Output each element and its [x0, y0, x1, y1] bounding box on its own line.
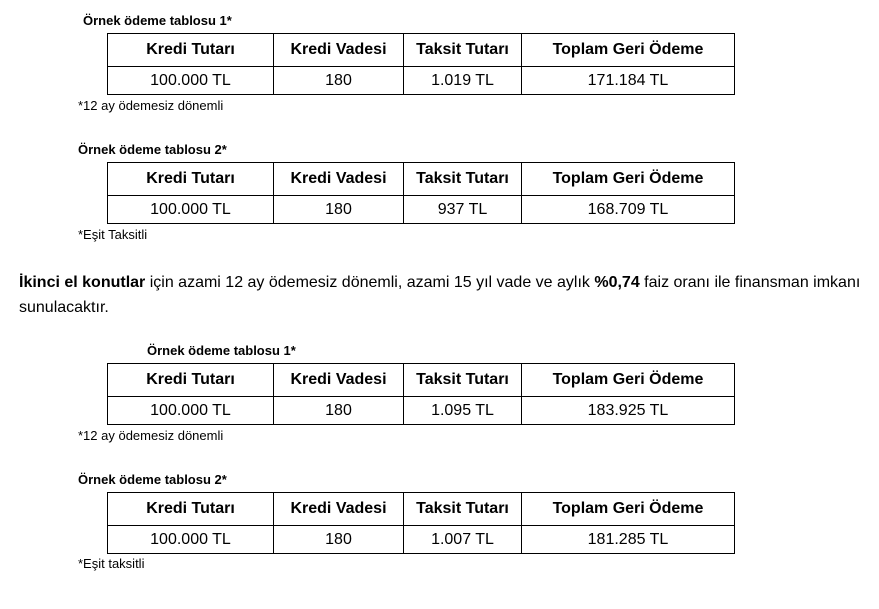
cell-taksit-tutari: 1.019 TL	[404, 67, 522, 95]
header-kredi-tutari: Kredi Tutarı	[108, 364, 274, 397]
paragraph-text-end: faiz oranı ile finansman imkanı sunulacaktır.	[19, 274, 861, 316]
cell-taksit-tutari: 937 TL	[404, 196, 522, 224]
header-taksit-tutari: Taksit Tutarı	[404, 493, 522, 526]
header-kredi-tutari: Kredi Tutarı	[108, 163, 274, 196]
cell-toplam-geri-odeme: 171.184 TL	[522, 67, 735, 95]
paragraph-text-mid: için azami 12 ay ödemesiz dönemli, azami 15 yıl vade ve aylık	[145, 274, 595, 291]
table-header-row	[108, 493, 735, 526]
table-caption-s2-t2: Örnek ödeme tablosu 2*	[78, 472, 227, 487]
payment-table-s2-t1	[107, 363, 735, 425]
table-header-row	[108, 163, 735, 196]
cell-kredi-vadesi: 180	[274, 67, 404, 95]
header-kredi-vadesi: Kredi Vadesi	[274, 364, 404, 397]
table-header-row	[108, 364, 735, 397]
table-caption-s1-t2: Örnek ödeme tablosu 2*	[78, 142, 227, 157]
header-taksit-tutari: Taksit Tutarı	[404, 34, 522, 67]
table-row	[108, 67, 735, 95]
paragraph-bold-rate: %0,74	[594, 274, 640, 291]
table-caption-s2-t1: Örnek ödeme tablosu 1*	[147, 343, 296, 358]
table-caption-s1-t1: Örnek ödeme tablosu 1*	[83, 13, 232, 28]
cell-toplam-geri-odeme: 181.285 TL	[522, 526, 735, 554]
table-row	[108, 196, 735, 224]
cell-kredi-vadesi: 180	[274, 397, 404, 425]
cell-taksit-tutari: 1.007 TL	[404, 526, 522, 554]
paragraph-bold-lead: İkinci el konutlar	[19, 274, 146, 291]
cell-kredi-tutari: 100.000 TL	[108, 397, 274, 425]
table-note-s1-t2: *Eşit Taksitli	[78, 227, 148, 242]
cell-toplam-geri-odeme: 183.925 TL	[522, 397, 735, 425]
header-kredi-vadesi: Kredi Vadesi	[274, 163, 404, 196]
header-kredi-vadesi: Kredi Vadesi	[274, 34, 404, 67]
table-note-s1-t1: *12 ay ödemesiz dönemli	[78, 98, 224, 113]
cell-taksit-tutari: 1.095 TL	[404, 397, 522, 425]
header-kredi-tutari: Kredi Tutarı	[108, 34, 274, 67]
header-kredi-tutari: Kredi Tutarı	[108, 493, 274, 526]
header-toplam-geri-odeme: Toplam Geri Ödeme	[522, 163, 735, 196]
header-toplam-geri-odeme: Toplam Geri Ödeme	[522, 364, 735, 397]
cell-toplam-geri-odeme: 168.709 TL	[522, 196, 735, 224]
table-note-s2-t1: *12 ay ödemesiz dönemli	[78, 428, 224, 443]
table-row	[108, 397, 735, 425]
cell-kredi-tutari: 100.000 TL	[108, 196, 274, 224]
payment-table-s1-t1	[107, 33, 735, 95]
cell-kredi-vadesi: 180	[274, 526, 404, 554]
financing-paragraph	[19, 270, 869, 320]
payment-table-s2-t2	[107, 492, 735, 554]
cell-kredi-tutari: 100.000 TL	[108, 67, 274, 95]
header-kredi-vadesi: Kredi Vadesi	[274, 493, 404, 526]
payment-table-s1-t2	[107, 162, 735, 224]
header-toplam-geri-odeme: Toplam Geri Ödeme	[522, 34, 735, 67]
table-note-s2-t2: *Eşit taksitli	[78, 556, 145, 571]
table-row	[108, 526, 735, 554]
header-taksit-tutari: Taksit Tutarı	[404, 163, 522, 196]
header-taksit-tutari: Taksit Tutarı	[404, 364, 522, 397]
table-header-row	[108, 34, 735, 67]
cell-kredi-vadesi: 180	[274, 196, 404, 224]
cell-kredi-tutari: 100.000 TL	[108, 526, 274, 554]
header-toplam-geri-odeme: Toplam Geri Ödeme	[522, 493, 735, 526]
